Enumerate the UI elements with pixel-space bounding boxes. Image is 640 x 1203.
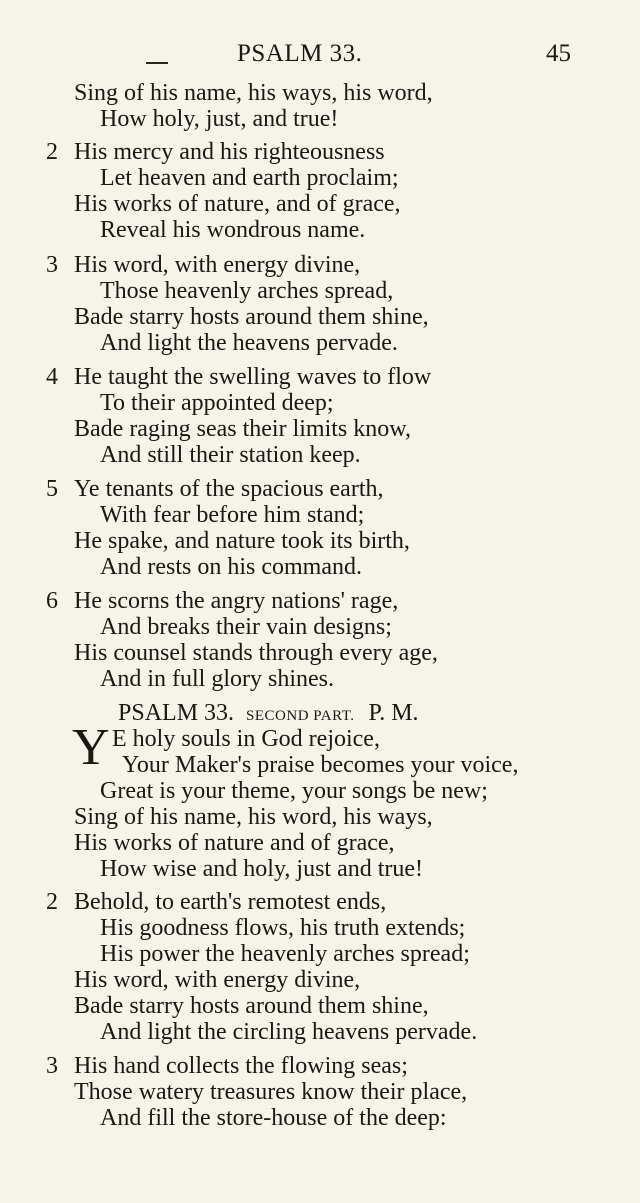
- verse-line: His hand collects the flowing seas;: [74, 1053, 408, 1079]
- verse-line: And light the heavens pervade.: [100, 330, 398, 356]
- header-rule: [146, 62, 168, 64]
- verse-line: Great is your theme, your songs be new;: [100, 778, 488, 804]
- stanza-number: 2: [46, 889, 58, 915]
- verse-line: To their appointed deep;: [100, 390, 334, 416]
- verse-line: He spake, and nature took its birth,: [74, 528, 410, 554]
- stanza-number: 4: [46, 364, 58, 390]
- verse-line: He scorns the angry nations' rage,: [74, 588, 399, 614]
- verse-line: And breaks their vain designs;: [100, 614, 392, 640]
- running-title: PSALM 33.: [237, 40, 363, 67]
- verse-line: Ye tenants of the spacious earth,: [74, 476, 384, 502]
- verse-line: His works of nature, and of grace,: [74, 191, 401, 217]
- verse-line: His goodness flows, his truth extends;: [100, 915, 466, 941]
- verse-line: And still their station keep.: [100, 442, 361, 468]
- stanza-number: 2: [46, 139, 58, 165]
- section-part: SECOND PART.: [246, 708, 355, 724]
- verse-line: Bade raging seas their limits know,: [74, 416, 412, 442]
- verse-line: Bade starry hosts around them shine,: [74, 304, 429, 330]
- verse-line: Bade starry hosts around them shine,: [74, 993, 429, 1019]
- verse-line: And in full glory shines.: [100, 666, 334, 692]
- stanza-number: 6: [46, 588, 58, 614]
- section-heading: [118, 700, 419, 729]
- verse-line: How wise and holy, just and true!: [100, 856, 424, 882]
- drop-cap: Y: [72, 719, 110, 776]
- verse-line: With fear before him stand;: [100, 502, 365, 528]
- stanza-number: 5: [46, 476, 58, 502]
- verse-line: Those heavenly arches spread,: [100, 278, 394, 304]
- verse-line: His counsel stands through every age,: [74, 640, 438, 666]
- page-number: 45: [546, 40, 571, 67]
- stanza-number: 3: [46, 1053, 58, 1079]
- verse-line: His works of nature and of grace,: [74, 830, 395, 856]
- verse-line: Those watery treasures know their place,: [74, 1079, 468, 1105]
- verse-line: And fill the store-house of the deep:: [100, 1105, 447, 1131]
- verse-line: His power the heavenly arches spread;: [100, 941, 470, 967]
- verse-line: His mercy and his righteousness: [74, 139, 385, 165]
- verse-line: Sing of his name, his ways, his word,: [74, 80, 433, 106]
- verse-line: He taught the swelling waves to flow: [74, 364, 432, 390]
- verse-line: Your Maker's praise becomes your voice,: [122, 752, 519, 778]
- verse-line: How holy, just, and true!: [100, 106, 339, 132]
- verse-line: And rests on his command.: [100, 554, 362, 580]
- verse-line: His word, with energy divine,: [74, 967, 361, 993]
- verse-line: His word, with energy divine,: [74, 252, 361, 278]
- verse-line: Reveal his wondrous name.: [100, 217, 366, 243]
- verse-line: And light the circling heavens pervade.: [100, 1019, 478, 1045]
- verse-line: E holy souls in God rejoice,: [112, 726, 380, 752]
- verse-line: Sing of his name, his word, his ways,: [74, 804, 433, 830]
- verse-line: Behold, to earth's remotest ends,: [74, 889, 387, 915]
- verse-line: Let heaven and earth proclaim;: [100, 165, 399, 191]
- stanza-number: 3: [46, 252, 58, 278]
- section-meter: P. M.: [368, 700, 419, 726]
- section-psalm: PSALM 33.: [118, 700, 235, 726]
